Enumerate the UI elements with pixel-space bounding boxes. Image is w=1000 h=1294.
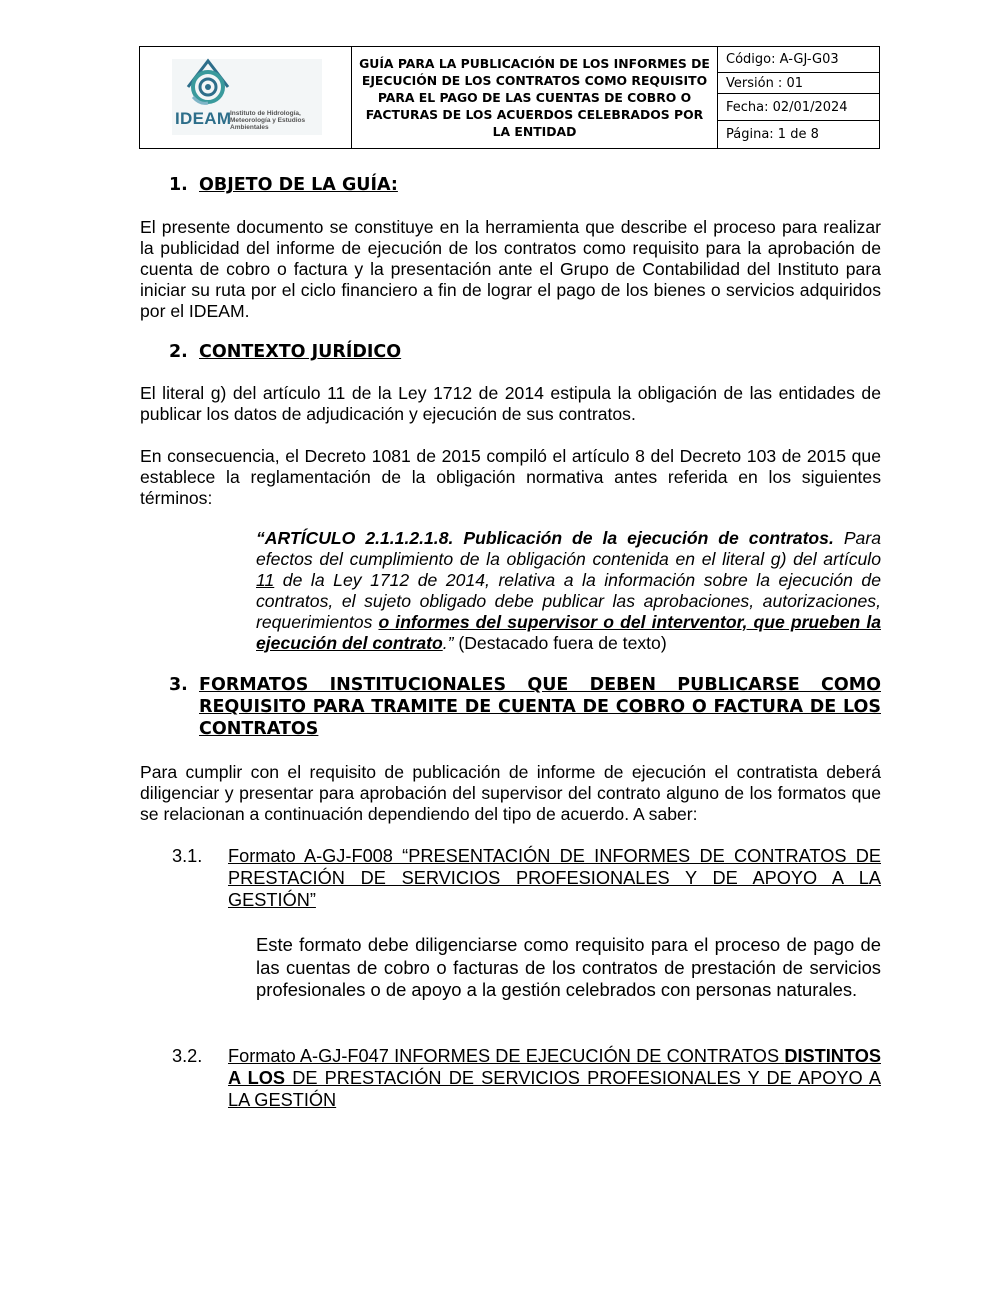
subsection-title-post: DE PRESTACIÓN DE SERVICIOS PROFESIONALES Y DE APOYO A LA GESTIÓN xyxy=(228,1068,881,1111)
subsection-3-1-body: Este formato debe diligenciarse como requisito para el proceso de pago de las cuentas de cobro o facturas de los contratos de prestación de servicios profesionales o de apoyo a la gestión celebrados con personas naturales. xyxy=(256,934,881,1001)
section-3-heading xyxy=(169,674,881,740)
section-2-paragraph-2: En consecuencia, el Decreto 1081 de 2015 compiló el artículo 8 del Decreto 103 de 2015 que establece la reglamentación de la obligación normativa antes referida en los siguientes términos: xyxy=(140,446,881,508)
logo-wordmark: IDEAM xyxy=(175,109,232,128)
document-meta xyxy=(718,47,879,148)
subsection-3-1-heading xyxy=(172,845,881,912)
subsection-title: Formato A-GJ-F008 “PRESENTACIÓN DE INFORMES DE CONTRATOS DE PRESTACIÓN DE SERVICIOS PROFESIONALES Y DE APOYO A LA GESTIÓN” xyxy=(228,846,881,911)
quote-text-1: Para efectos del cumplimiento de la obligación contenida en el literal g) del artículo xyxy=(256,528,881,569)
subsection-3-2-heading xyxy=(172,1045,881,1112)
logo-subtitle: Instituto de Hidrología, Meteorología y Estudios Ambientales xyxy=(230,110,306,131)
meta-pagina: Página: 1 de 8 xyxy=(726,127,819,142)
section-2-paragraph-1: El literal g) del artículo 11 de la Ley 1712 de 2014 estipula la obligación de las entidades de publicar los datos de adjudicación y ejecución de sus contratos. xyxy=(140,383,881,424)
subsection-title xyxy=(228,1045,881,1112)
section-number: 1. xyxy=(169,175,188,195)
section-1-body: El presente documento se constituye en la herramienta que describe el proceso para realizar la publicidad del informe de ejecución de los contratos como requisito para la aprobación de cuenta de cobro o factura y la presentación ante el Grupo de Contabilidad del Instituto para iniciar su ruta por el ciclo financiero a fin de lograr el pago de los bienes o servicios adquiridos por el IDEAM. xyxy=(140,217,881,321)
legal-quote xyxy=(256,528,881,653)
meta-fecha: Fecha: 02/01/2024 xyxy=(718,94,879,121)
section-number: 3. xyxy=(169,675,188,695)
quote-close: .” xyxy=(442,632,454,653)
document-title: GUÍA PARA LA PUBLICACIÓN DE LOS INFORMES DE EJECUCIÓN DE LOS CONTRATOS COMO REQUISITO PARA EL PAGO DE LAS CUENTAS DE COBRO O FACTURAS DE LOS ACUERDOS CELEBRADOS POR LA ENTIDAD xyxy=(352,47,718,148)
subsection-number: 3.1. xyxy=(172,846,203,866)
ideam-logo-icon xyxy=(140,47,352,148)
section-1-heading xyxy=(169,174,881,196)
quote-article-heading: “ARTÍCULO 2.1.1.2.1.8. Publicación de la ejecución de contratos. xyxy=(256,528,834,548)
section-number: 2. xyxy=(169,342,188,362)
quote-emphasis: o informes del supervisor o del interventor, que prueben la ejecución del contrato xyxy=(256,611,881,653)
meta-codigo: Código: A-GJ-G03 xyxy=(718,47,879,73)
ideam-logo xyxy=(140,47,352,148)
subsection-title-pre: Formato A-GJ-F047 INFORMES DE EJECUCIÓN DE CONTRATOS xyxy=(228,1046,785,1066)
quote-text-2: de la Ley 1712 de 2014, relativa a la información sobre la ejecución de contratos, el sujeto obligado debe publicar las aprobaciones, autorizaciones, requerimientos xyxy=(256,569,881,632)
section-title: FORMATOS INSTITUCIONALES QUE DEBEN PUBLICARSE COMO REQUISITO PARA TRAMITE DE CUENTA DE COBRO O FACTURA DE LOS CONTRATOS xyxy=(199,675,881,739)
document-header xyxy=(139,46,880,149)
article-11-link[interactable]: 11 xyxy=(256,569,275,590)
section-title: OBJETO DE LA GUÍA: xyxy=(199,175,398,195)
meta-version: Versión : 01 xyxy=(718,73,879,94)
section-2-heading xyxy=(169,341,881,363)
subsection-number: 3.2. xyxy=(172,1046,203,1066)
section-title: CONTEXTO JURÍDICO xyxy=(199,342,402,362)
section-3-intro: Para cumplir con el requisito de publicación de informe de ejecución el contratista deberá diligenciar y presentar para aprobación del supervisor del contrato alguno de los formatos que se relacionan a continuación dependiendo del tipo de acuerdo. A saber: xyxy=(140,762,881,824)
subsection-title-bold: DISTINTOS A LOS xyxy=(228,1046,881,1089)
quote-note: (Destacado fuera de texto) xyxy=(453,632,667,653)
